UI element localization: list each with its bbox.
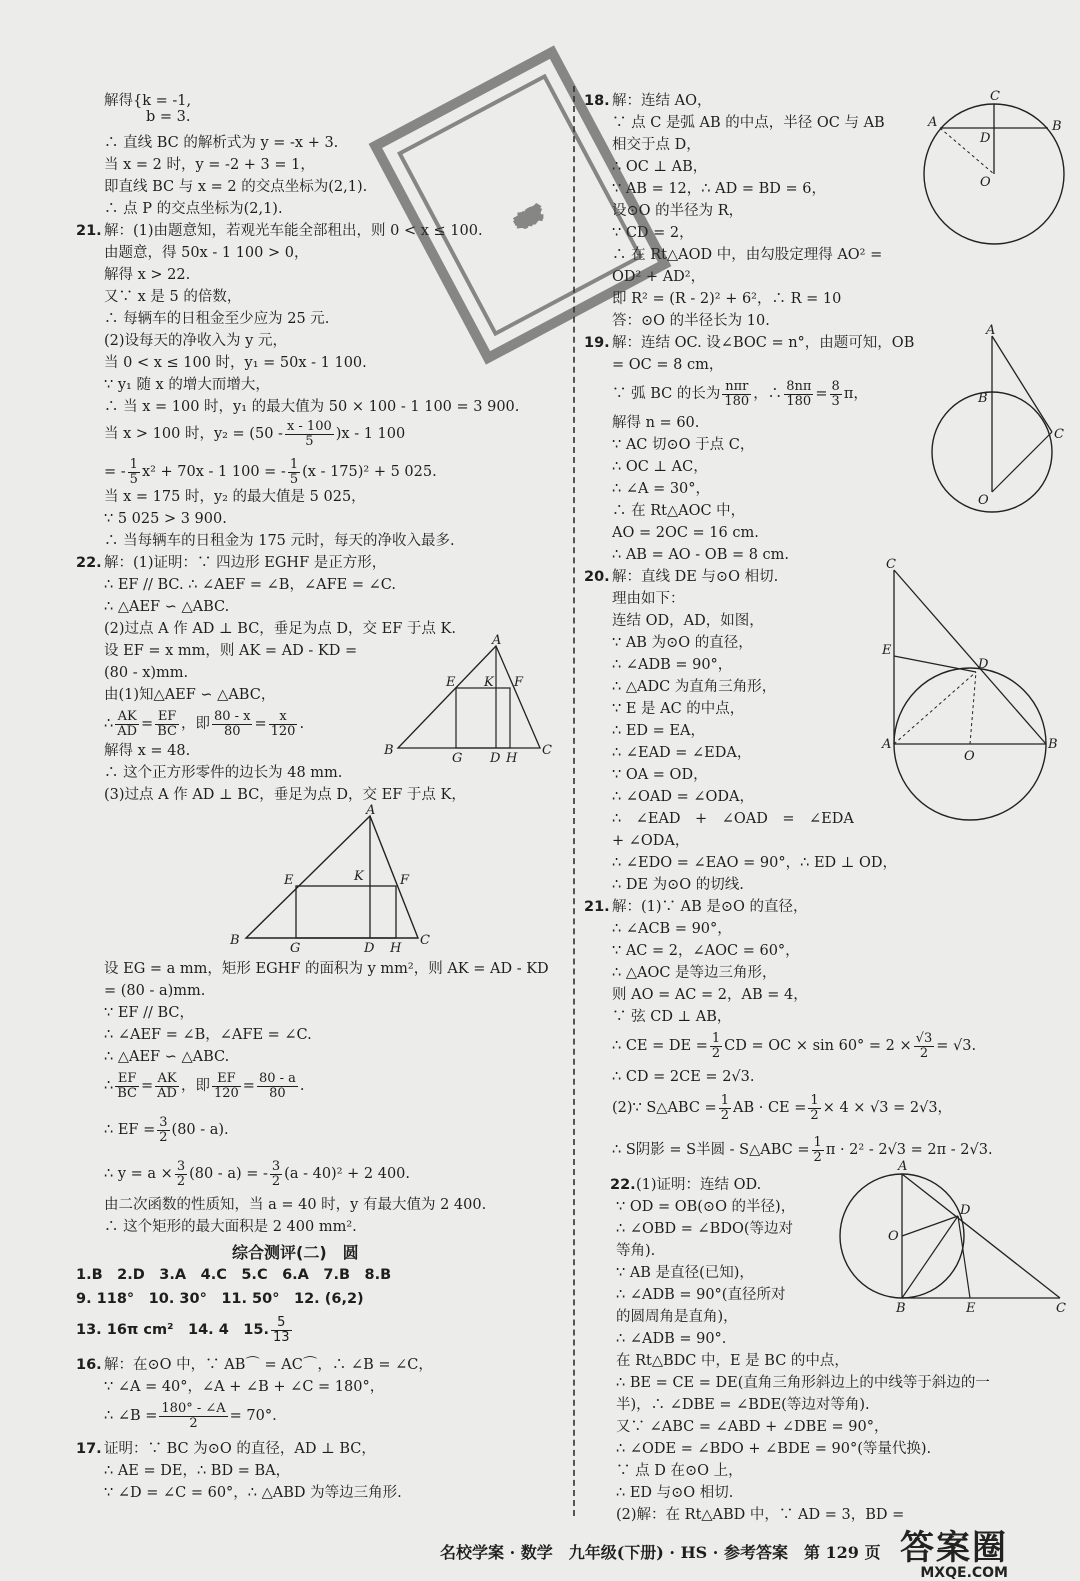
formula-line: = - $\frac{1}{5}$ x² + 70x - 1 100 = - $\frac{1}{5}$ (x - 175)² + 5 025. — [104, 456, 437, 487]
text-line: ∴ AB = AO - OB = 8 cm. — [612, 547, 790, 563]
point-label: K — [354, 869, 364, 884]
text-line: ∵ ∠D = ∠C = 60°，∴ △ABD 为等边三角形. — [104, 1485, 402, 1501]
question-number: 20. — [584, 569, 610, 585]
text-line: ∵ E 是 AC 的中点， — [612, 701, 745, 717]
point-label: A — [492, 633, 502, 648]
point-label: O — [888, 1229, 899, 1244]
text-line: b = 3. — [146, 109, 191, 125]
text-line: 又∵ ∠ABC = ∠ABD + ∠DBE = 90°， — [616, 1419, 889, 1435]
text-line: ∵ y₁ 随 x 的增大而增大， — [104, 377, 270, 393]
text-line: 解：(1)∵ AB 是⊙O 的直径， — [612, 899, 808, 915]
text-line: 证明：∵ BC 为⊙O 的直径，AD ⊥ BC， — [104, 1441, 376, 1457]
page-footer: 名校学案 · 数学 九年级(下册) · HS · 参考答案 第 129 页 — [440, 1543, 881, 1562]
point-label: B — [230, 933, 240, 948]
point-label: B — [896, 1301, 906, 1316]
point-label: B — [1048, 737, 1058, 752]
text-line: ∴ ∠OAD = ∠ODA， — [612, 789, 754, 805]
section-title: 综合测评(二) 圆 — [232, 1243, 359, 1262]
point-label: H — [390, 941, 402, 956]
point-label: C — [886, 557, 896, 572]
text-line: ∵ OA = OD， — [612, 767, 708, 783]
text-line: 答：⊙O 的半径长为 10. — [612, 313, 770, 329]
text-line: 设 EF = x mm，则 AK = AD - KD = — [104, 643, 358, 659]
text-line: 理由如下： — [612, 591, 685, 607]
text-line: ∴ EF // BC. ∴ ∠AEF = ∠B，∠AFE = ∠C. — [104, 577, 396, 593]
text-line: ∴ 当每辆车的日租金为 175 元时，每天的净收入最多. — [104, 533, 455, 549]
stamp-text: 专版 — [512, 206, 543, 233]
text-line: 解得 x = 48. — [104, 743, 191, 759]
text-line: ∵ 点 D 在⊙O 上， — [616, 1463, 743, 1479]
text-line: ∴ ∠AEF = ∠B，∠AFE = ∠C. — [104, 1027, 312, 1043]
text-line: ∴ BE = CE = DE(直角三角形斜边上的中线等于斜边的一 — [616, 1375, 990, 1391]
point-label: G — [290, 941, 301, 956]
text-line: ∴ ∠OBD = ∠BDO(等边对 — [616, 1221, 793, 1237]
formula-line: ∴ ∠B = $\frac{180^\circ - \angle A}{2}$ = 70°. — [104, 1400, 277, 1431]
text-line: 当 0 < x ≤ 100 时，y₁ = 50x - 1 100. — [104, 355, 367, 371]
point-label: E — [446, 675, 456, 690]
point-label: G — [452, 751, 463, 766]
point-label: O — [978, 493, 989, 508]
text-line: 相交于点 D， — [612, 137, 701, 153]
point-label: O — [964, 749, 975, 764]
point-label: E — [882, 643, 892, 658]
text-line: ∴ 在 Rt△AOD 中，由勾股定理得 AO² = — [612, 247, 883, 263]
text-line: ∵ ∠A = 40°，∠A + ∠B + ∠C = 180°， — [104, 1379, 385, 1395]
text-line: ∵ 点 C 是弧 AB 的中点，半径 OC 与 AB — [612, 115, 885, 131]
text-line: 解：连结 OC. 设∠BOC = n°，由题可知，OB — [612, 335, 915, 351]
text-line: 解得 x > 22. — [104, 267, 191, 283]
text-line: 设 EG = a mm，矩形 EGHF 的面积为 y mm²，则 AK = AD - KD — [104, 961, 549, 977]
text-line: 则 AO = AC = 2，AB = 4， — [612, 987, 808, 1003]
text-line: 解：(1)由题意知，若观光车能全部租出，则 0 < x ≤ 100. — [104, 223, 483, 239]
formula-line: ∴ S阴影 = S半圆 - S△ABC = $\frac{1}{2}$ π · 2² - 2√3 = 2π - 2√3. — [612, 1134, 993, 1165]
text-line: 解：在⊙O 中，∵ AB⌒ = AC⌒，∴ ∠B = ∠C， — [104, 1357, 433, 1373]
text-line: ∴ CD = 2CE = 2√3. — [612, 1069, 755, 1085]
text-line: ∵ OD = OB(⊙O 的半径)， — [616, 1199, 796, 1215]
formula-line: (2)∵ S△ABC = $\frac{1}{2}$ AB · CE = $\frac{1}{2}$ × 4 × √3 = 2√3， — [612, 1092, 953, 1123]
point-label: D — [978, 657, 989, 672]
point-label: D — [960, 1203, 971, 1218]
text-line: ∴ DE 为⊙O 的切线. — [612, 877, 744, 893]
text-line: AO = 2OC = 16 cm. — [612, 525, 759, 541]
point-label: K — [484, 675, 494, 690]
text-line: 由题意，得 50x - 1 100 > 0， — [104, 245, 309, 261]
figure-circle-q18 — [916, 86, 1066, 246]
point-label: B — [384, 743, 394, 758]
text-line: ∴ AE = DE，∴ BD = BA， — [104, 1463, 291, 1479]
text-line: 即 R² = (R - 2)² + 6²，∴ R = 10 — [612, 291, 842, 307]
formula-line: ∵ 弧 BC 的长为 $\frac{\text{nπr}}{180}$ ，∴ $\frac{8n\pi}{180}$ = $\frac{8}{3}$ π， — [612, 378, 868, 409]
point-label: D — [980, 131, 991, 146]
text-line: (1)证明：连结 OD. — [636, 1177, 762, 1193]
point-label: E — [284, 873, 294, 888]
point-label: F — [514, 675, 524, 690]
text-line: 的圆周角是直角)， — [616, 1309, 738, 1325]
text-line: ∵ 弦 CD ⊥ AB， — [612, 1009, 732, 1025]
answer-row: 13. 16π cm² 14. 4 15. $\frac{5}{13}$ — [76, 1314, 290, 1345]
text-line: + ∠ODA， — [612, 833, 690, 849]
text-line: ∴ 这个正方形零件的边长为 48 mm. — [104, 765, 343, 781]
figure-circle-q22 — [860, 1156, 1070, 1316]
point-label: D — [364, 941, 375, 956]
point-label: C — [1056, 1301, 1066, 1316]
figure-circle-q20 — [884, 556, 1068, 816]
formula-line: ∴ EF = $\frac{3}{2}$ (80 - a). — [104, 1114, 229, 1145]
text-line: ∴ OC ⊥ AC， — [612, 459, 708, 475]
text-line: ∴ ED = EA， — [612, 723, 705, 739]
text-line: (80 - x)mm. — [104, 665, 189, 681]
text-line: ∴ △AOC 是等边三角形， — [612, 965, 777, 981]
text-line: = (80 - a)mm. — [104, 983, 206, 999]
text-line: ∵ AB = 12，∴ AD = BD = 6， — [612, 181, 826, 197]
text-line: ∵ AB 是直径(已知)， — [616, 1265, 754, 1281]
text-line: ∴ △AEF ∽ △ABC. — [104, 1049, 230, 1065]
text-line: ∴ ED 与⊙O 相切. — [616, 1485, 734, 1501]
text-line: ∴ △ADC 为直角三角形， — [612, 679, 777, 695]
question-number: 22. — [610, 1177, 636, 1193]
text-line: 等角). — [616, 1243, 656, 1259]
question-number: 21. — [584, 899, 610, 915]
point-label: F — [400, 873, 410, 888]
text-line: 即直线 BC 与 x = 2 的交点坐标为(2,1). — [104, 179, 368, 195]
question-number: 17. — [76, 1441, 102, 1457]
text-line: ∵ CD = 2， — [612, 225, 694, 241]
text-line: 在 Rt△BDC 中，E 是 BC 的中点， — [616, 1353, 849, 1369]
point-label: O — [980, 175, 991, 190]
text-line: (2)设每天的净收入为 y 元， — [104, 333, 287, 349]
answer-row: 9. 118° 10. 30° 11. 50° 12. (6,2) — [76, 1291, 364, 1307]
text-line: (3)过点 A 作 AD ⊥ BC，垂足为点 D，交 EF 于点 K， — [104, 787, 466, 803]
text-line: ∴ 每辆车的日租金至少应为 25 元. — [104, 311, 330, 327]
point-label: B — [1052, 119, 1062, 134]
answer-row: 1.B 2.D 3.A 4.C 5.C 6.A 7.B 8.B — [76, 1267, 392, 1283]
point-label: C — [542, 743, 552, 758]
text-line: 设⊙O 的半径为 R， — [612, 203, 744, 219]
text-line: OD² + AD²， — [612, 269, 706, 285]
figure-triangle-square-1 — [384, 634, 554, 764]
point-label: H — [506, 751, 518, 766]
text-line: ∴ OC ⊥ AB， — [612, 159, 708, 175]
formula-line: ∴ y = a × $\frac{3}{2}$ (80 - a) = - $\frac{3}{2}$ (a - 40)² + 2 400. — [104, 1158, 410, 1189]
text-line: 解：(1)证明：∵ 四边形 EGHF 是正方形， — [104, 555, 387, 571]
text-line: ∴ ∠ACB = 90°， — [612, 921, 732, 937]
text-line: ∵ AC = 2，∠AOC = 60°， — [612, 943, 800, 959]
text-line: 当 x = 2 时，y = -2 + 3 = 1， — [104, 157, 315, 173]
text-line: ∴ 点 P 的交点坐标为(2,1). — [104, 201, 283, 217]
text-line: 半)，∴ ∠DBE = ∠BDE(等边对等角). — [616, 1397, 870, 1413]
text-line: ∴ ∠ADB = 90°， — [612, 657, 733, 673]
point-label: A — [366, 803, 376, 818]
text-line: 解：直线 DE 与⊙O 相切. — [612, 569, 779, 585]
text-line: ∴ 这个矩形的最大面积是 2 400 mm². — [104, 1219, 357, 1235]
text-line: ∴ 当 x = 100 时，y₁ 的最大值为 50 × 100 - 1 100 = 3 900. — [104, 399, 520, 415]
stamp-seal — [390, 55, 650, 355]
text-line: 解得 n = 60. — [612, 415, 700, 431]
point-label: A — [928, 115, 938, 130]
text-line: (2)解：在 Rt△ABD 中，∵ AD = 3，BD = — [616, 1507, 905, 1523]
text-line: ∴ ∠EAD + ∠OAD = ∠EDA — [612, 811, 854, 827]
text-line: = OC = 8 cm， — [612, 357, 724, 373]
watermark-logo: 答案圈 MXQE.COM — [900, 1528, 1008, 1581]
question-number: 16. — [76, 1357, 102, 1373]
question-number: 21. — [76, 223, 102, 239]
text-line: ∴ ∠ODE = ∠BDO + ∠BDE = 90°(等量代换). — [616, 1441, 932, 1457]
text-line: ∴ ∠A = 30°， — [612, 481, 711, 497]
text-line: ∵ AB 为⊙O 的直径， — [612, 635, 753, 651]
figure-triangle-rectangle-2 — [224, 804, 444, 954]
text-line: 由二次函数的性质知，当 a = 40 时，y 有最大值为 2 400. — [104, 1197, 487, 1213]
text-line: (2)过点 A 作 AD ⊥ BC，垂足为点 D，交 EF 于点 K. — [104, 621, 456, 637]
formula-line: 当 x > 100 时，y₂ = (50 - $\frac{x - 100}{5}$ )x - 1 100 — [104, 418, 406, 449]
text-line: ∴ ∠ADB = 90°(直径所对 — [616, 1287, 786, 1303]
point-label: D — [490, 751, 501, 766]
text-line: 由(1)知△AEF ∽ △ABC， — [104, 687, 276, 703]
text-line: ∵ EF // BC， — [104, 1005, 194, 1021]
question-number: 18. — [584, 93, 610, 109]
question-number: 22. — [76, 555, 102, 571]
formula-line: ∴ CE = DE = $\frac{1}{2}$ CD = OC × sin 60° = 2 × $\frac{√3}{2}$ = √3. — [612, 1030, 977, 1061]
point-label: C — [990, 89, 1000, 104]
point-label: B — [978, 391, 988, 406]
text-line: ∵ 5 025 > 3 900. — [104, 511, 227, 527]
formula-line: ∴ $\frac{EF}{BC}$ = $\frac{AK}{AD}$ ，即 $\frac{EF}{120}$ = $\frac{80 - a}{80}$ . — [104, 1070, 305, 1101]
text-line: ∴ ∠ADB = 90°. — [616, 1331, 727, 1347]
text-line: 连结 OD，AD，如图， — [612, 613, 764, 629]
text-line: ∴ 在 Rt△AOC 中， — [612, 503, 746, 519]
text-line: 解得{k = -1, — [104, 93, 192, 109]
question-number: 19. — [584, 335, 610, 351]
point-label: E — [966, 1301, 976, 1316]
text-line: ∵ AC 切⊙O 于点 C， — [612, 437, 755, 453]
point-label: A — [986, 323, 996, 338]
text-line: 当 x = 175 时，y₂ 的最大值是 5 025， — [104, 489, 366, 505]
point-label: A — [882, 737, 892, 752]
point-label: A — [898, 1159, 908, 1174]
text-line: 解：连结 AO， — [612, 93, 712, 109]
text-line: ∴ △AEF ∽ △ABC. — [104, 599, 230, 615]
point-label: C — [1054, 427, 1064, 442]
point-label: C — [420, 933, 430, 948]
formula-line: ∴ $\frac{AK}{AD}$ = $\frac{EF}{BC}$ ，即 $\frac{80 - x}{80}$ = $\frac{x}{120}$ . — [104, 708, 305, 739]
text-line: ∴ ∠EAD = ∠EDA， — [612, 745, 752, 761]
figure-circle-tangent-q19 — [926, 322, 1066, 522]
text-line: ∴ ∠EDO = ∠EAO = 90°，∴ ED ⊥ OD， — [612, 855, 898, 871]
text-line: 又∵ x 是 5 的倍数， — [104, 289, 242, 305]
text-line: ∴ 直线 BC 的解析式为 y = -x + 3. — [104, 135, 339, 151]
